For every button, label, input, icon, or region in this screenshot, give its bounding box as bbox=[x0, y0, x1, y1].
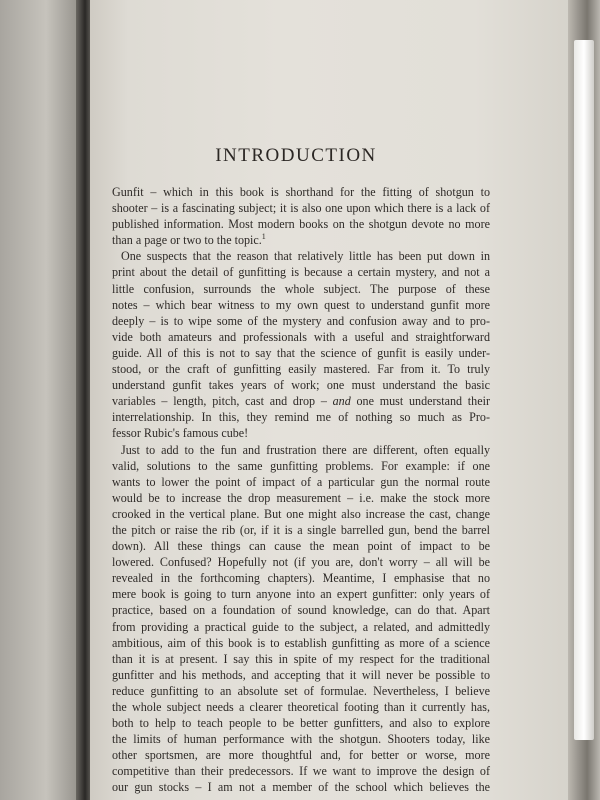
text-line: our gun stocks – I am not a member of the school which believes the bbox=[112, 780, 490, 795]
text-line: deeply – is to wipe some of the mystery and confusion away and to pro- bbox=[112, 313, 490, 328]
text-line: other sportsmen, are more thoughtful and, for better or worse, more bbox=[112, 748, 490, 763]
text-line: the whole subject needs a clearer theoretical footing than it currently has, bbox=[112, 700, 490, 714]
text-line: One suspects that the reason that relatively little has been put down in bbox=[121, 249, 490, 264]
text-line: stood, or the craft of gunfitting easily mastered. Far from it. To truly bbox=[112, 362, 490, 377]
text-line: mere book is going to turn anyone into an expert gunfitter: only years of bbox=[112, 587, 490, 602]
emphasis-text: and bbox=[332, 394, 351, 409]
text-line: fessor Rubic's famous cube! bbox=[112, 426, 249, 441]
text-fragment: one must understand their bbox=[350, 394, 490, 409]
text-line: interrelationship. In this, they remind me of nothing so much as Pro- bbox=[112, 410, 490, 425]
page-title: INTRODUCTION bbox=[215, 145, 377, 166]
text-line: than it is at present. I say this in spite of my respect for the traditional bbox=[112, 651, 490, 666]
text-line: crooked in the vertical plane. But one might also increase the cast, change bbox=[112, 506, 490, 521]
text-line: the limits of human performance with the shotgun. Shooters today, like bbox=[112, 732, 490, 747]
text-fragment: than a page or two to the topic. bbox=[112, 233, 262, 248]
text-line: reduce gunfitting to an absolute set of formulae. Nevertheless, I believe bbox=[112, 683, 490, 698]
text-line bbox=[112, 393, 490, 409]
text-line: little confusion, surrounds the whole subject. The purpose of these bbox=[112, 281, 490, 296]
text-line: shooter – is a fascinating subject; it is also one upon which there is a lack of bbox=[112, 201, 490, 216]
text-line: published information. Most modern books on the shotgun devote no more bbox=[112, 217, 490, 232]
text-line: print about the detail of gunfitting is because a certain mystery, and not a bbox=[112, 265, 490, 280]
text-line: wants to lower the point of impact of a particular gun the normal route bbox=[112, 474, 490, 489]
text-line: gunfitter and his methods, and accepting that it will never be possible to bbox=[112, 667, 490, 682]
text-line: Gunfit – which in this book is shorthand for the fitting of shotgun to bbox=[112, 185, 490, 199]
footnote-marker: 1 bbox=[261, 232, 266, 242]
text-line: Just to add to the fun and frustration there are different, often equally bbox=[121, 442, 490, 457]
text-fragment: variables – length, pitch, cast and drop – bbox=[112, 394, 327, 409]
text-line: revealed in the forthcoming chapters). Meantime, I emphasise that no bbox=[112, 571, 490, 586]
text-line: would be to increase the drop measurement – i.e. make the stock more bbox=[112, 490, 490, 505]
text-line: the pitch or raise the rib (or, if it is a single barrelled gun, bend the barrel bbox=[112, 522, 490, 537]
text-line: both to help to teach people to be better gunfitters, and also to explore bbox=[112, 716, 490, 731]
text-line: valid, solutions to the same gunfitting problems. For example: if one bbox=[112, 458, 490, 473]
facing-page-edge bbox=[0, 0, 84, 800]
text-line: from providing a practical guide to the subject, a related, and admittedly bbox=[112, 619, 490, 634]
text-line: competitive than their predecessors. If we want to improve the design of bbox=[112, 764, 490, 779]
text-line: guide. All of this is not to say that the science of gunfit is easily under- bbox=[112, 345, 490, 360]
text-line: vide both amateurs and professionals with a useful and straightforward bbox=[112, 329, 490, 344]
body-text bbox=[112, 184, 490, 796]
text-line: ambitious, aim of this book is to establish gunfitting as more of a science bbox=[112, 635, 490, 650]
text-line: understand gunfit takes years of work; one must understand the basic bbox=[112, 378, 490, 393]
text-line bbox=[112, 232, 490, 248]
text-line: notes – which bear witness to my own quest to understand gunfit more bbox=[112, 297, 490, 312]
text-line: practice, based on a foundation of sound knowledge, can do that. Apart bbox=[112, 603, 490, 618]
text-line: lowered. Confused? Hopefully not (if you are, don't worry – all will be bbox=[112, 555, 490, 570]
text-line: down). All these things can cause the mean point of impact to be bbox=[112, 539, 490, 554]
book-cover-edge bbox=[568, 0, 600, 800]
